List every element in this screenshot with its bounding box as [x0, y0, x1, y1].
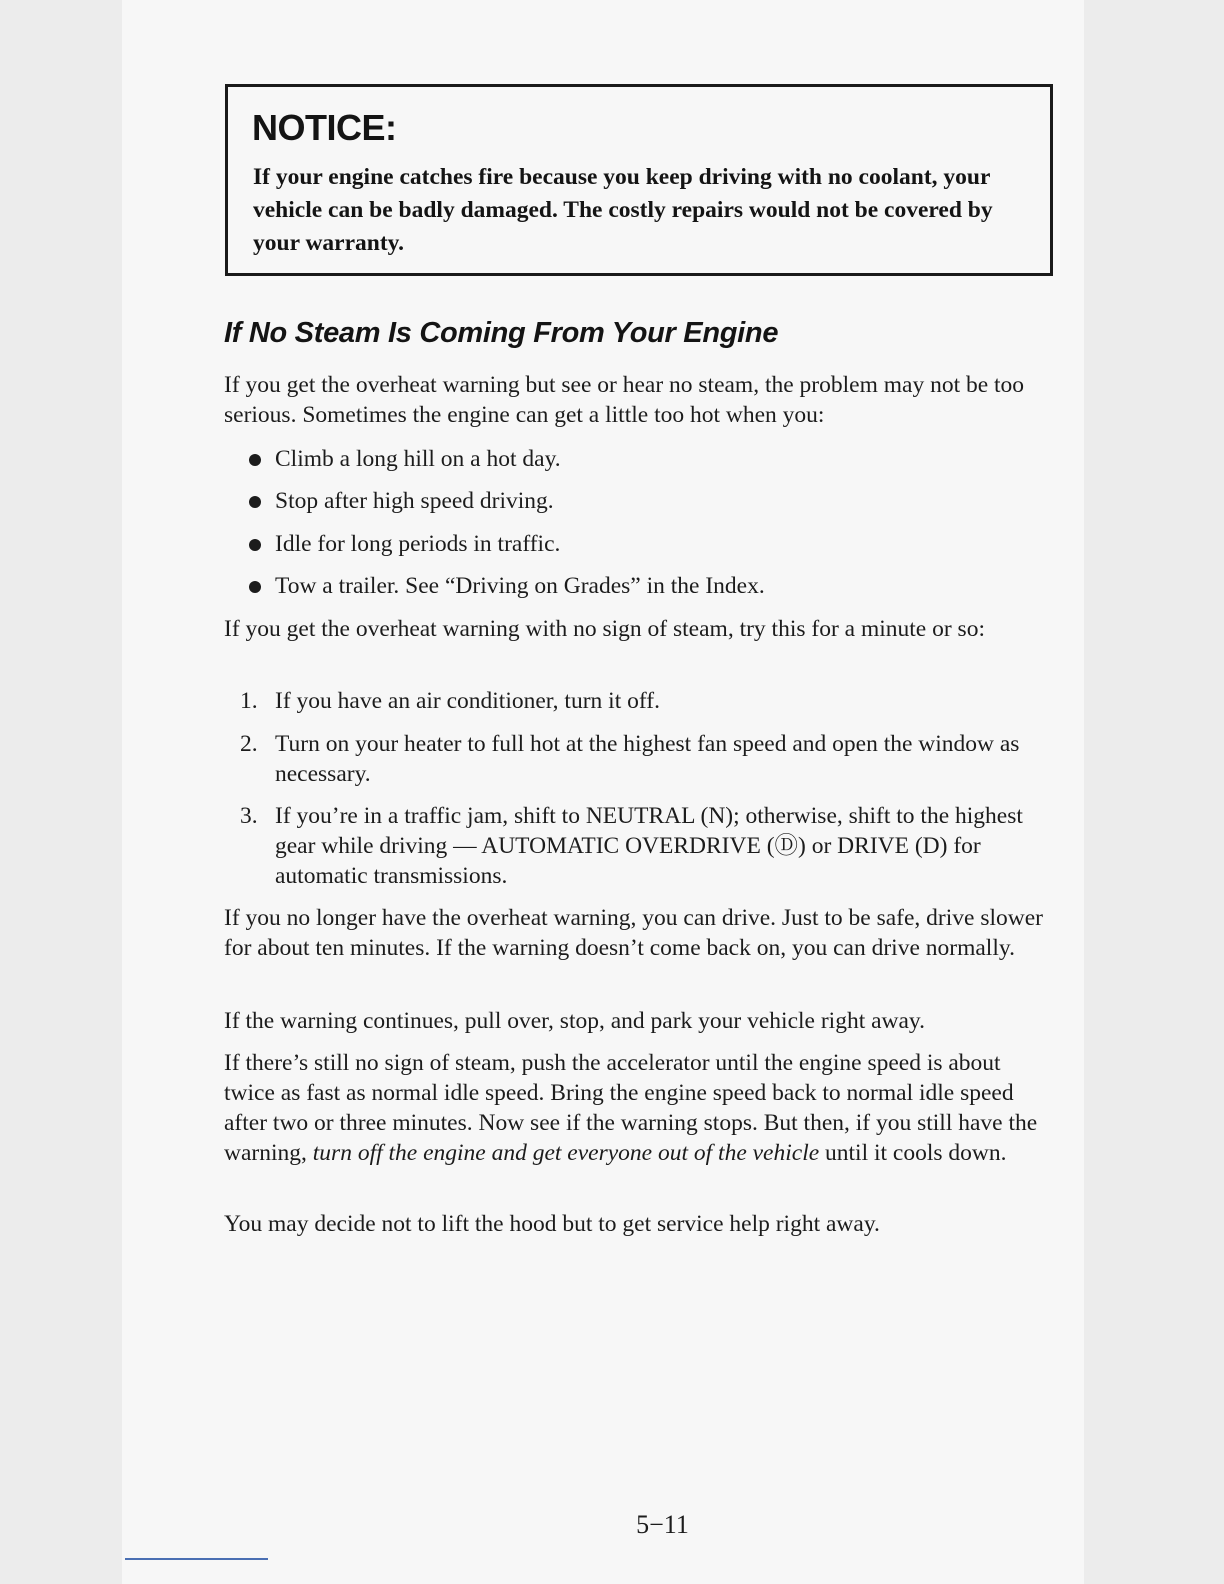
step-text: If you have an air conditioner, turn it off.	[275, 688, 660, 714]
notice-box	[225, 84, 1053, 276]
accelerator-tail: until it cools down.	[825, 1140, 1007, 1166]
accelerator-paragraph	[224, 1048, 1054, 1168]
step-number: 2.	[240, 731, 258, 757]
bullet-icon	[249, 496, 261, 508]
step-text: If you’re in a traffic jam, shift to NEUTRAL (N); otherwise, shift to the highest gear while driving — AUTOMATIC OVERDRIVE (Ⓓ) or DRIVE (D) for automatic transmissions.	[275, 803, 1023, 889]
bullet-text: Idle for long periods in traffic.	[275, 531, 561, 557]
page-number: 5−11	[636, 1510, 689, 1539]
bullet-icon	[249, 539, 261, 551]
scan-edge-line	[125, 1558, 268, 1560]
notice-text: If your engine catches fire because you keep driving with no coolant, your vehicle can be badly damaged. The costly repairs would not be covered by your warranty.	[253, 164, 993, 256]
section-heading: If No Steam Is Coming From Your Engine	[224, 317, 779, 349]
intro-paragraph: If you get the overheat warning but see or hear no steam, the problem may not be too serious. Sometimes the engine can get a little too hot when you:	[224, 372, 1025, 428]
bullet-icon	[249, 581, 261, 593]
step-number: 1.	[240, 688, 258, 714]
accelerator-emphasis: turn off the engine and get everyone out of the vehicle	[312, 1140, 820, 1166]
bullet-text: Climb a long hill on a hot day.	[275, 446, 561, 472]
notice-title: NOTICE:	[252, 107, 397, 148]
closing-paragraph: You may decide not to lift the hood but to get service help right away.	[224, 1211, 880, 1237]
bullet-text: Tow a trailer. See “Driving on Grades” in the Index.	[275, 573, 765, 599]
accelerator-text: If there’s still no sign of steam, push the accelerator until the engine speed is about twice as fast as normal idle speed. Bring the engine speed back to normal idle speed after two or three minutes. Now see if the warning stops. But then, if you still have the warning,	[224, 1050, 1038, 1166]
bullet-icon	[249, 454, 261, 466]
after-steps-paragraph: If you no longer have the overheat warning, you can drive. Just to be safe, drive slower for about ten minutes. If the warning doesn’t come back on, you can drive normally.	[224, 905, 1043, 961]
warning-continues-paragraph: If the warning continues, pull over, stop, and park your vehicle right away.	[224, 1008, 926, 1034]
step-number: 3.	[240, 803, 258, 829]
step-text: Turn on your heater to full hot at the highest fan speed and open the window as necessary.	[275, 731, 1020, 787]
try-intro-paragraph: If you get the overheat warning with no sign of steam, try this for a minute or so:	[224, 616, 985, 642]
bullet-text: Stop after high speed driving.	[275, 488, 554, 514]
